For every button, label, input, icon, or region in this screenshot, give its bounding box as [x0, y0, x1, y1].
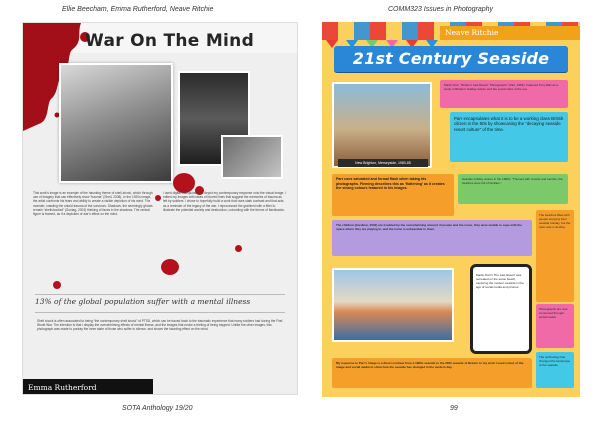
author-label: Neave Ritchie: [440, 26, 580, 40]
green-box-text: Seaside holiday culture in the 1980s: “Themed with crowds and tourists, the beaches were full of families.”: [462, 177, 563, 185]
blood-drop-icon: [53, 281, 61, 289]
purple-box-text: The children (Gardiner, 2002) are troubled by the overwhelming amount of people and the noise, they were unable to cope with the space where they are playing in, and the noise is unbearable to them.: [336, 223, 522, 231]
text-box-orange: [332, 174, 454, 216]
orange-box-text: Parr uses saturated and formal flash when taking his photographs. Fleming describes this as ‘flattening’ as it creates the strong colours featured in his images.: [336, 177, 445, 191]
text-box-bottom: [332, 358, 532, 388]
war-photo-main: [59, 63, 173, 183]
quote-divider-bottom: [35, 312, 285, 313]
text-box-pink: [440, 80, 568, 108]
phone-frame-icon: [470, 264, 532, 354]
left-page: [22, 22, 298, 395]
seaside-photo-huts: [332, 268, 454, 342]
side-orange-text: The beaches filled with people enjoying their seaside holiday, but the town was in decline.: [539, 213, 571, 229]
side-box-pink: [536, 304, 574, 348]
side-box-orange: [536, 210, 574, 302]
author-label: Emma Rutherford: [23, 379, 153, 395]
side-cyan-text: The technology has changed the landscape of the seaside.: [539, 355, 571, 367]
war-photo-small: [221, 135, 283, 179]
text-box-purple: [332, 220, 532, 256]
body-text-column-1: This work's image is an example of the haunting theme of shell-shock, which through use of imagery that can effectively show “trauma” (Shell, 2008). In the 1920s image, the artist confronts his fears and ability to create a visible depiction of his mind. The monster, crawling the untold trauma of the survivors. Shadows, the seemingly ghosts remain “shellshocked” (Sontag, 2003) thinking of faces in the shadows. The central figure is framed, as if a depiction of war’s effect on the mind.: [33, 191, 153, 217]
page-header-course: COMM323 Issues in Photography: [388, 6, 494, 13]
page-header-authors: Ellie Beecham, Emma Rutherford, Neave Ritchie: [62, 6, 214, 13]
photo-caption: New Brighton, Merseyside, 1983-85: [338, 159, 428, 167]
blood-splat-icon: [173, 173, 195, 193]
page-number: 99: [450, 405, 458, 412]
body-text-bottom: Shell shock is often associated to being “the contemporary shell shock” of PTSD, which can be traced back to the traumatic experience that many soldiers had during the First World War. The intention is that I display the overwhelming effects of mental illness, and the images that evoke a feeling of being trapped. Unlike the other images, this photograph was made to portray the inner state of those who suffer in silence, and shows the haunting effect on the mind.: [37, 319, 283, 332]
page-footer-anthology: SOTA Anthology 19/20: [122, 405, 193, 412]
seaside-photo-parr: [332, 82, 432, 168]
body-text-column-2: I used digital manipulation to depict my contemporary response onto the visual image. I edited my images with ideas of blurred lines that suggest the memories of trauma as felt by soldiers. I chose to hopefully build a work that uses stark contrast and that acts as a reminder of the legacy of the war. I reprocessed the grainient with a filter to illustrate the potential anxiety and destruction, coinciding with the theme of flashbacks.: [163, 191, 286, 212]
phone-text: Martin Parr's The Last Resort was recreated on the same beach, capturing the modern seaside in the age of social media and phones.: [476, 273, 524, 289]
quote-divider-top: [35, 294, 285, 295]
cyan-box-text: Parr encapsulates what it is to be a working class British citizen in the 80s by showcasing the “decaying seaside resort culture” of the time.: [454, 116, 564, 132]
pull-quote: 13% of the global population suffer with a mental illness: [35, 297, 251, 306]
page-title: War On The Mind: [85, 31, 255, 51]
side-pink-text: Photographs are now consumed through social media.: [539, 307, 568, 319]
right-page: [322, 22, 580, 397]
text-box-cyan: [450, 112, 568, 162]
page-title: 21st Century Seaside: [352, 49, 550, 68]
pink-box-text: Martin Parr, “Britain's Last Resort: Photographs” (Parr, 1986). Featured Tony Ellis as a study of Britain's holiday culture and the social class of the era.: [444, 83, 559, 91]
bottom-box-text: My response to Parr's image is a direct contrast from a 1980s seaside to the 2020 seaside of Britain. In my work I used colour of the image and social media to show how the seaside has changed in the modern day.: [336, 361, 524, 369]
side-box-cyan: [536, 352, 574, 388]
blood-drop-icon: [155, 195, 161, 201]
text-box-green: [458, 174, 568, 204]
